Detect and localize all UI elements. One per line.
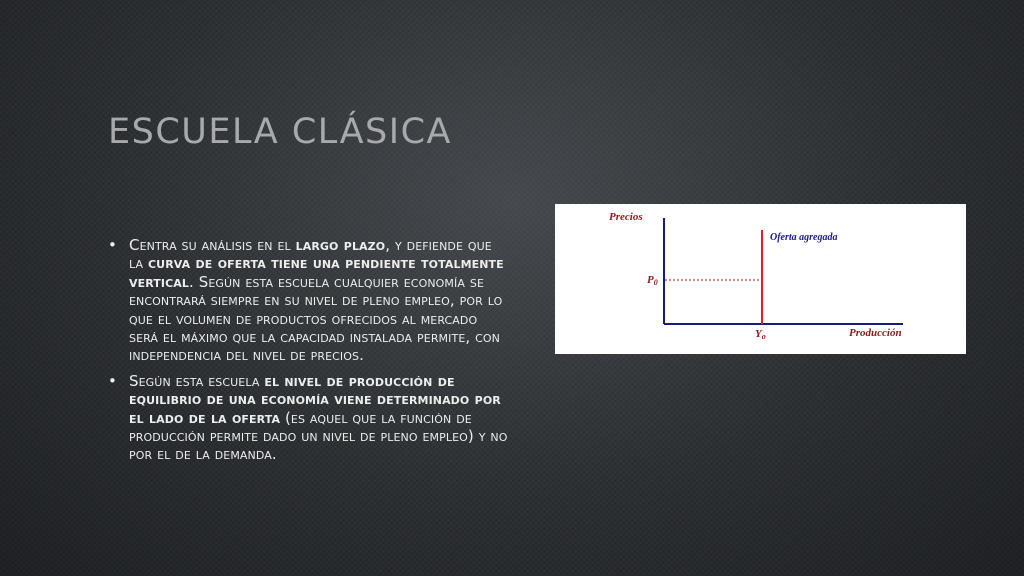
bullet-list [108,236,508,471]
aggregate-supply-figure [555,204,966,354]
curve-label: Oferta agregada [770,232,838,243]
bullet-text: , y defiende que la [129,236,492,273]
bullet-text: Según esta escuela [129,371,265,390]
bullet-item [108,236,508,365]
x-axis-label: Producción [849,327,902,339]
bullet-text: (es aquel que la función de producción permite dado un nivel de pleno empleo) y no por el de la demanda. [129,408,508,464]
slide-title: ESCUELA CLÁSICA [108,112,452,152]
emphasis-text: largo plazo [295,236,386,254]
supply-diagram [555,204,966,354]
output-level-label: Yo [755,328,766,341]
y-axis-label: Precios [609,211,643,223]
emphasis-text: el nivel de producción de equilibrio de una economía viene determinado por el lado de la oferta [129,371,501,427]
price-level-label: P0 [647,274,658,287]
bullet-item [108,372,508,464]
bullet-text: . Según esta escuela cualquier economía se encontrará siempre en su nivel de pleno empleo, por lo que el volumen de productos ofrecidos al mercado será el máximo que la capacidad instalada permite, con independencia del nivel de precios. [129,272,503,365]
emphasis-text: curva de oferta tiene una pendiente totalmente vertical [129,254,504,291]
bullet-text: Centra su análisis en el [129,236,296,254]
